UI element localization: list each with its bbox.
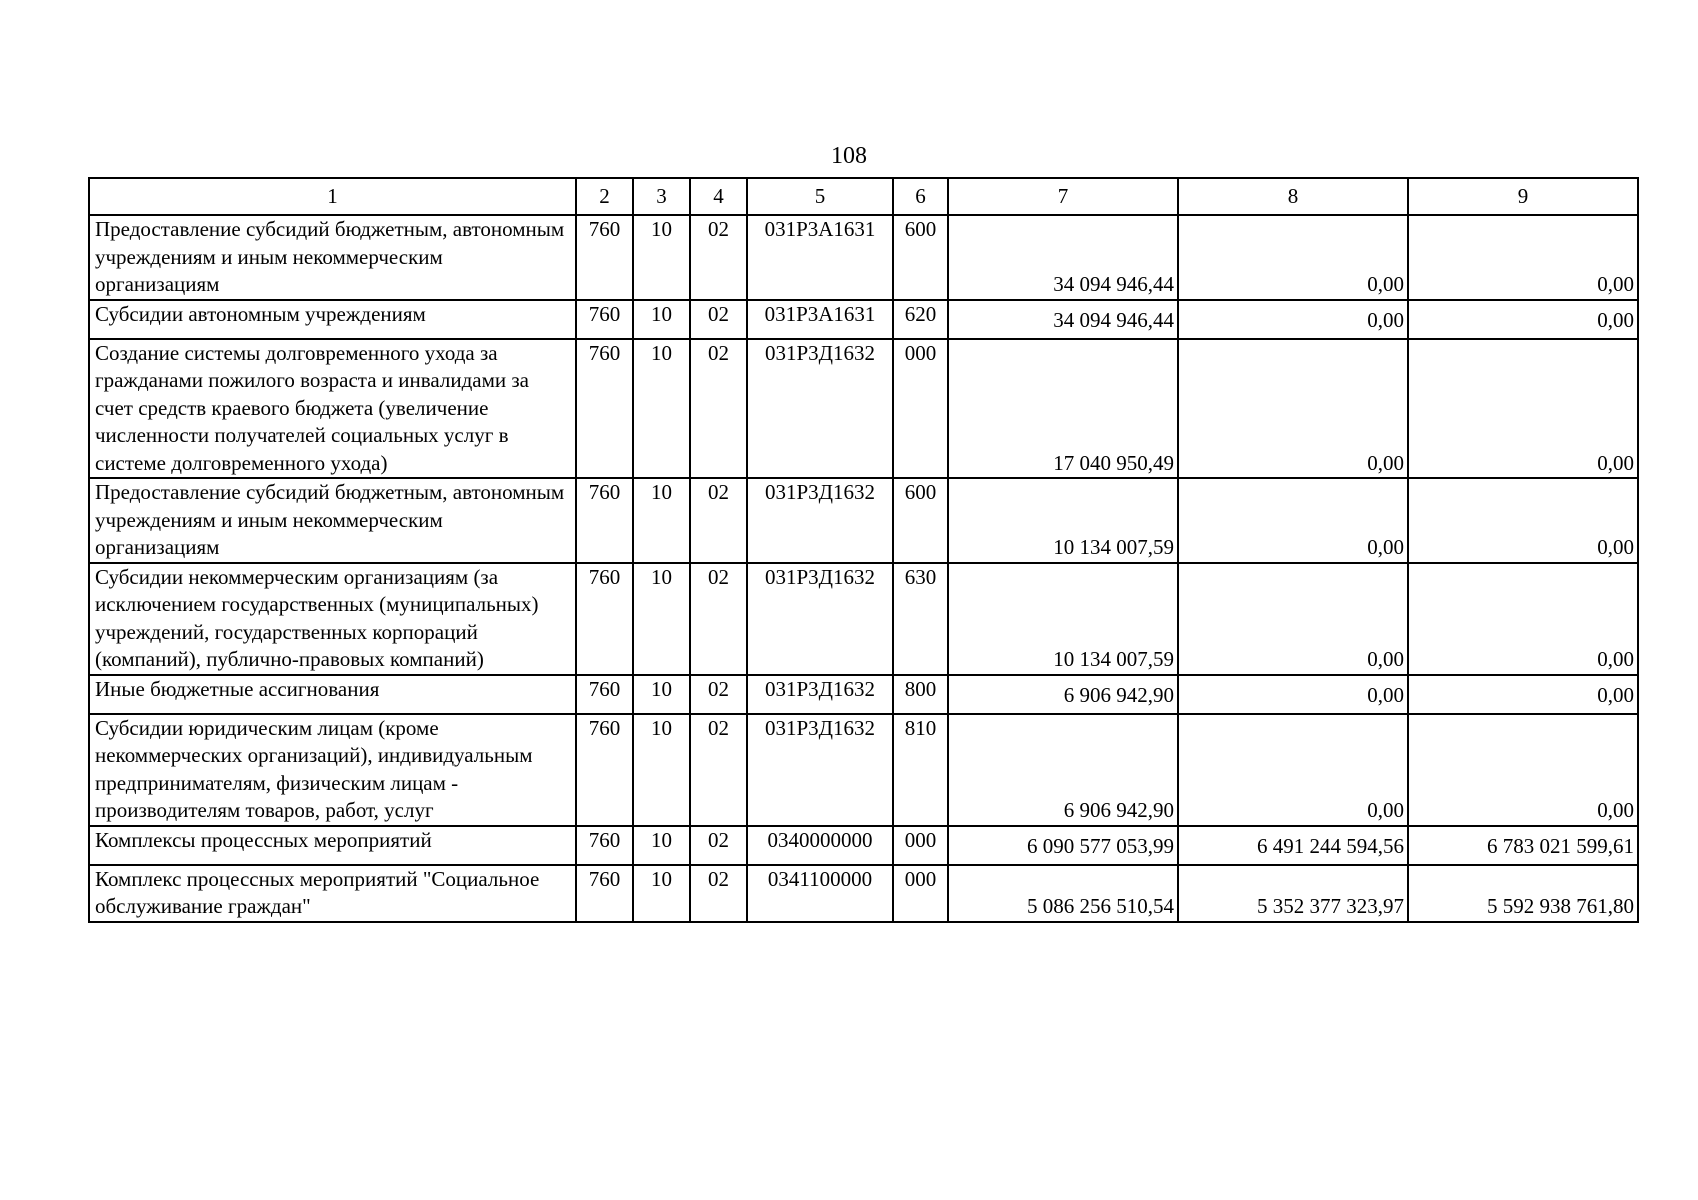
row-code-3: 10 bbox=[633, 675, 690, 714]
row-code-6: 630 bbox=[893, 563, 948, 675]
row-code-2: 760 bbox=[576, 714, 633, 826]
table-row bbox=[89, 826, 1638, 865]
row-code-2: 760 bbox=[576, 300, 633, 339]
column-header: 1 bbox=[89, 178, 576, 215]
table-row bbox=[89, 865, 1638, 922]
column-header: 2 bbox=[576, 178, 633, 215]
row-name: Субсидии автономным учреждениям bbox=[89, 300, 576, 339]
row-amount-9: 0,00 bbox=[1408, 300, 1638, 339]
row-code-6: 600 bbox=[893, 215, 948, 300]
row-amount-8: 0,00 bbox=[1178, 300, 1408, 339]
row-code-6: 000 bbox=[893, 339, 948, 479]
row-code-4: 02 bbox=[690, 300, 747, 339]
budget-table bbox=[88, 177, 1639, 923]
row-amount-7: 10 134 007,59 bbox=[948, 563, 1178, 675]
row-code-2: 760 bbox=[576, 478, 633, 563]
row-code-2: 760 bbox=[576, 563, 633, 675]
row-code-3: 10 bbox=[633, 865, 690, 922]
row-code-4: 02 bbox=[690, 563, 747, 675]
table-row bbox=[89, 478, 1638, 563]
row-name: Субсидии некоммерческим организациям (за исключением государственных (муниципальных) учреждений, государственных корпораций (компаний), публично-правовых компаний) bbox=[89, 563, 576, 675]
row-amount-9: 6 783 021 599,61 bbox=[1408, 826, 1638, 865]
row-code-3: 10 bbox=[633, 215, 690, 300]
row-code-5: 0341100000 bbox=[747, 865, 893, 922]
row-code-2: 760 bbox=[576, 865, 633, 922]
table-row bbox=[89, 563, 1638, 675]
row-code-2: 760 bbox=[576, 215, 633, 300]
row-amount-8: 0,00 bbox=[1178, 675, 1408, 714]
row-amount-7: 17 040 950,49 bbox=[948, 339, 1178, 479]
row-code-4: 02 bbox=[690, 714, 747, 826]
row-code-3: 10 bbox=[633, 826, 690, 865]
row-code-2: 760 bbox=[576, 339, 633, 479]
column-header: 3 bbox=[633, 178, 690, 215]
row-amount-9: 5 592 938 761,80 bbox=[1408, 865, 1638, 922]
row-amount-7: 34 094 946,44 bbox=[948, 300, 1178, 339]
row-code-5: 031P3Д1632 bbox=[747, 675, 893, 714]
row-name: Иные бюджетные ассигнования bbox=[89, 675, 576, 714]
column-header: 9 bbox=[1408, 178, 1638, 215]
row-code-4: 02 bbox=[690, 675, 747, 714]
row-amount-8: 5 352 377 323,97 bbox=[1178, 865, 1408, 922]
row-code-4: 02 bbox=[690, 478, 747, 563]
row-code-6: 620 bbox=[893, 300, 948, 339]
row-code-3: 10 bbox=[633, 300, 690, 339]
column-header: 4 bbox=[690, 178, 747, 215]
row-code-3: 10 bbox=[633, 714, 690, 826]
row-amount-9: 0,00 bbox=[1408, 339, 1638, 479]
row-amount-9: 0,00 bbox=[1408, 675, 1638, 714]
column-header: 5 bbox=[747, 178, 893, 215]
row-amount-7: 6 906 942,90 bbox=[948, 675, 1178, 714]
row-code-6: 000 bbox=[893, 826, 948, 865]
table-row bbox=[89, 714, 1638, 826]
row-code-5: 031P3Д1632 bbox=[747, 714, 893, 826]
row-code-5: 031P3Д1632 bbox=[747, 339, 893, 479]
page-number: 108 bbox=[831, 143, 867, 169]
row-amount-8: 0,00 bbox=[1178, 563, 1408, 675]
row-amount-7: 34 094 946,44 bbox=[948, 215, 1178, 300]
row-name: Комплекс процессных мероприятий "Социальное обслуживание граждан" bbox=[89, 865, 576, 922]
row-code-4: 02 bbox=[690, 826, 747, 865]
row-name: Субсидии юридическим лицам (кроме некоммерческих организаций), индивидуальным предпринимателям, физическим лицам - производителям товаров, работ, услуг bbox=[89, 714, 576, 826]
row-amount-7: 6 906 942,90 bbox=[948, 714, 1178, 826]
row-amount-9: 0,00 bbox=[1408, 215, 1638, 300]
row-code-6: 000 bbox=[893, 865, 948, 922]
row-code-4: 02 bbox=[690, 865, 747, 922]
row-code-6: 800 bbox=[893, 675, 948, 714]
row-amount-8: 0,00 bbox=[1178, 478, 1408, 563]
row-amount-8: 0,00 bbox=[1178, 215, 1408, 300]
row-code-2: 760 bbox=[576, 826, 633, 865]
row-name: Комплексы процессных мероприятий bbox=[89, 826, 576, 865]
row-amount-7: 5 086 256 510,54 bbox=[948, 865, 1178, 922]
row-amount-7: 6 090 577 053,99 bbox=[948, 826, 1178, 865]
column-header: 7 bbox=[948, 178, 1178, 215]
column-header: 8 bbox=[1178, 178, 1408, 215]
row-code-4: 02 bbox=[690, 339, 747, 479]
row-code-4: 02 bbox=[690, 215, 747, 300]
column-header-row bbox=[89, 178, 1638, 215]
row-code-3: 10 bbox=[633, 563, 690, 675]
row-amount-9: 0,00 bbox=[1408, 478, 1638, 563]
table-row bbox=[89, 675, 1638, 714]
row-code-5: 0340000000 bbox=[747, 826, 893, 865]
row-name: Предоставление субсидий бюджетным, автономным учреждениям и иным некоммерческим организациям bbox=[89, 215, 576, 300]
column-header: 6 bbox=[893, 178, 948, 215]
row-name: Предоставление субсидий бюджетным, автономным учреждениям и иным некоммерческим организациям bbox=[89, 478, 576, 563]
table-row bbox=[89, 215, 1638, 300]
row-code-5: 031P3A1631 bbox=[747, 300, 893, 339]
row-amount-9: 0,00 bbox=[1408, 714, 1638, 826]
row-code-6: 600 bbox=[893, 478, 948, 563]
row-code-3: 10 bbox=[633, 339, 690, 479]
row-amount-8: 0,00 bbox=[1178, 339, 1408, 479]
row-code-5: 031P3Д1632 bbox=[747, 563, 893, 675]
table-row bbox=[89, 339, 1638, 479]
row-amount-7: 10 134 007,59 bbox=[948, 478, 1178, 563]
row-amount-9: 0,00 bbox=[1408, 563, 1638, 675]
row-amount-8: 6 491 244 594,56 bbox=[1178, 826, 1408, 865]
row-code-5: 031P3A1631 bbox=[747, 215, 893, 300]
row-code-5: 031P3Д1632 bbox=[747, 478, 893, 563]
row-code-3: 10 bbox=[633, 478, 690, 563]
row-name: Создание системы долговременного ухода за гражданами пожилого возраста и инвалидами за счет средств краевого бюджета (увеличение численности получателей социальных услуг в системе долговременного ухода) bbox=[89, 339, 576, 479]
row-amount-8: 0,00 bbox=[1178, 714, 1408, 826]
table-row bbox=[89, 300, 1638, 339]
row-code-2: 760 bbox=[576, 675, 633, 714]
row-code-6: 810 bbox=[893, 714, 948, 826]
